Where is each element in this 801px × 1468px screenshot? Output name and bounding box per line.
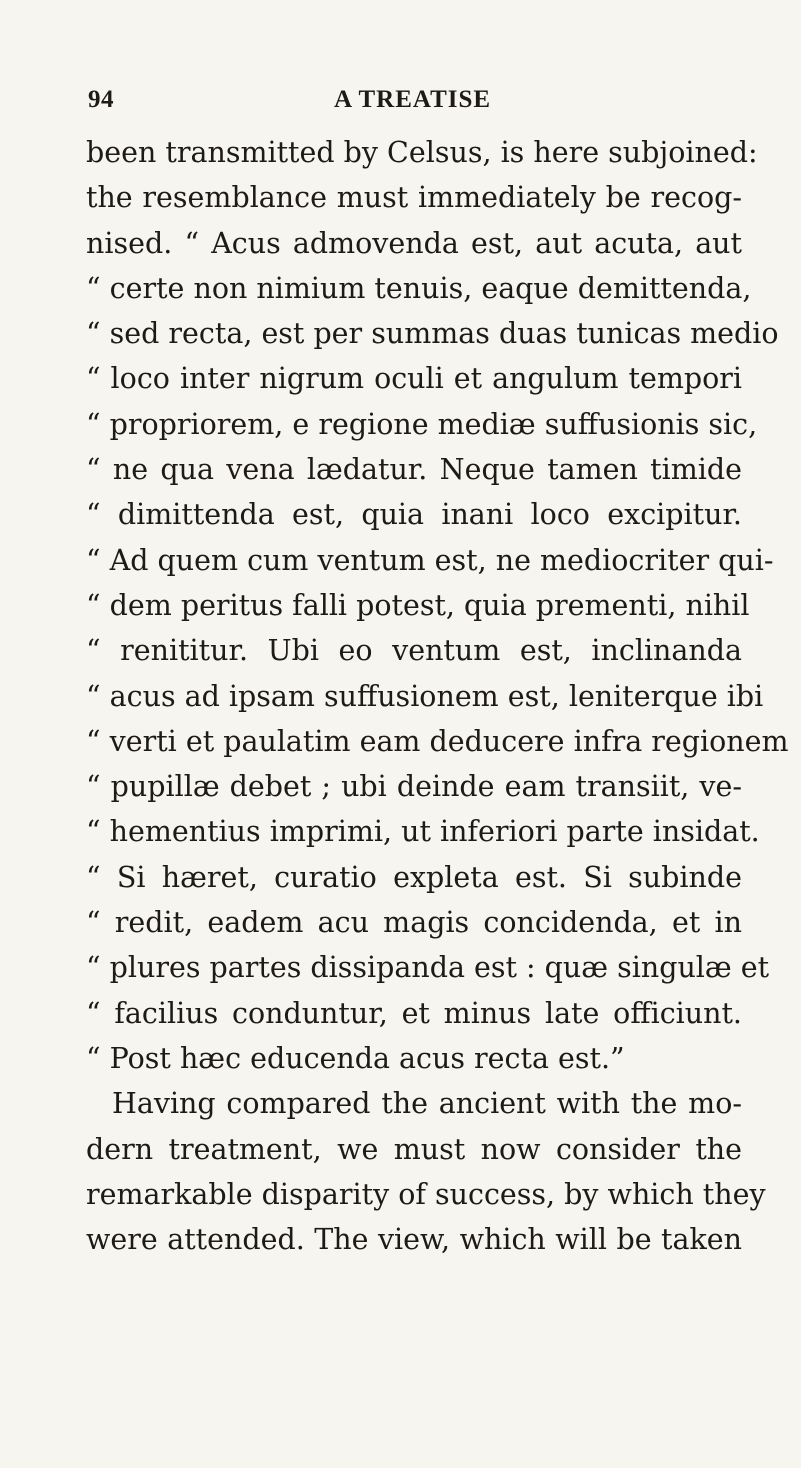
text-line: were attended. The view, which will be taken xyxy=(86,1223,742,1257)
running-title: A TREATISE xyxy=(334,86,492,113)
text-line: “ pupillæ debet ; ubi deinde eam transiit, ve- xyxy=(86,770,742,804)
text-line: nised. “ Acus admovenda est, aut acuta, aut xyxy=(86,226,742,260)
text-line: “ dem peritus falli potest, quia prementi, nihil xyxy=(86,588,750,622)
page-number: 94 xyxy=(88,86,114,113)
text-line: “ loco inter nigrum oculi et angulum tempori xyxy=(86,362,742,396)
text-line: “ Ad quem cum ventum est, ne mediocriter qui- xyxy=(86,543,774,577)
text-line: “ redit, eadem acu magis concidenda, et in xyxy=(86,906,742,940)
text-line: “ Post hæc educenda acus recta est.” xyxy=(86,1041,625,1075)
text-line: “ certe non nimium tenuis, eaque demittenda, xyxy=(86,271,752,305)
text-line: dern treatment, we must now consider the xyxy=(86,1132,742,1166)
text-line: “ verti et paulatim eam deducere infra regionem xyxy=(86,724,789,758)
text-line: “ renititur. Ubi eo ventum est, inclinanda xyxy=(86,634,742,668)
text-line: “ plures partes dissipanda est : quæ singulæ et xyxy=(86,951,770,985)
text-line: the resemblance must immediately be recog- xyxy=(86,181,742,215)
text-line: “ sed recta, est per summas duas tunicas medio xyxy=(86,317,779,351)
text-line: “ Si hæret, curatio expleta est. Si subinde xyxy=(86,860,742,894)
text-line: “ acus ad ipsam suffusionem est, leniterque ibi xyxy=(86,679,764,713)
body-text xyxy=(86,130,789,1262)
text-line: “ hementius imprimi, ut inferiori parte insidat. xyxy=(86,815,760,849)
text-line: Having compared the ancient with the mo- xyxy=(112,1087,742,1121)
text-line: “ dimittenda est, quia inani loco excipitur. xyxy=(86,498,742,532)
text-line: remarkable disparity of success, by which they xyxy=(86,1177,766,1211)
text-line: “ propriorem, e regione mediæ suffusionis sic, xyxy=(86,407,758,441)
text-line: “ facilius conduntur, et minus late officiunt. xyxy=(86,996,742,1030)
text-line: been transmitted by Celsus, is here subjoined: xyxy=(86,136,758,169)
text-line: “ ne qua vena lædatur. Neque tamen timide xyxy=(86,453,742,487)
running-header xyxy=(88,86,728,126)
